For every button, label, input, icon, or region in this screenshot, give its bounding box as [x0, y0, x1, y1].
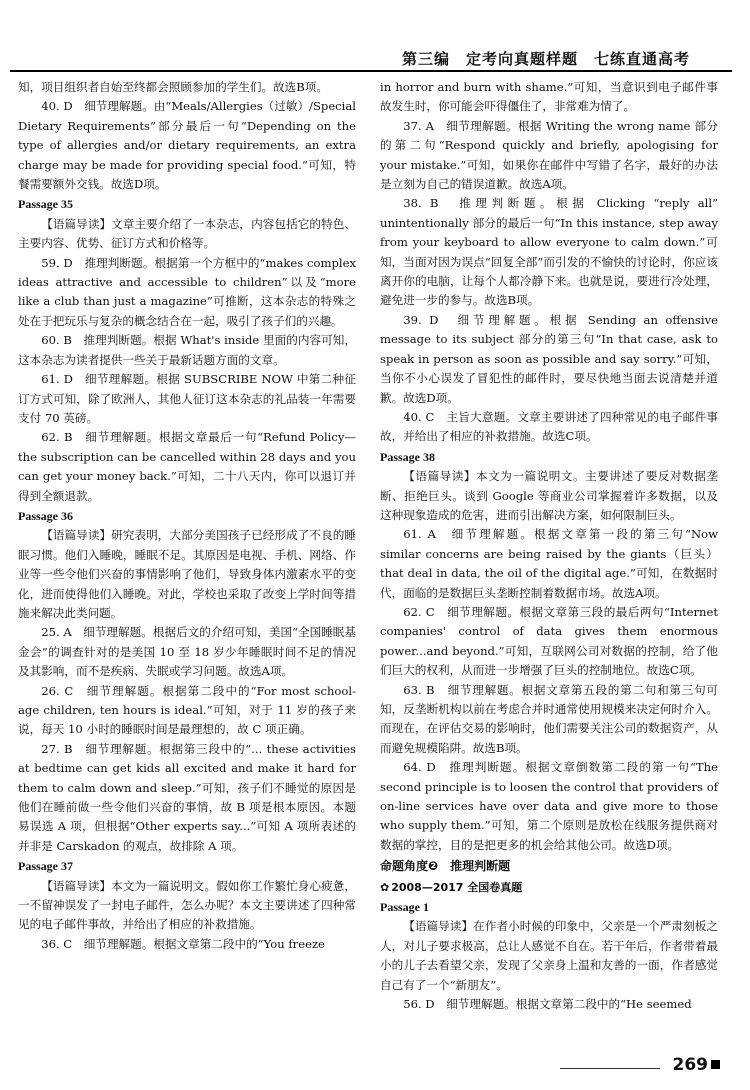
- answer-paragraph: 25. A 细节理解题。根据后文的介绍可知，美国“全国睡眠基金会”的调查针对的是美国 10 至 18 岁少年睡眠时间不足的情况及其影响，而不是疾病、失眠或学习问题。故选A项。: [18, 625, 356, 679]
- answer-paragraph: 39. D 细节理解题。根据 Sending an offensive message to its subject 部分的第三句“In that case, ask to speak in person as soon as possible and say sorry.”可知，当你不小心误发了冒犯性的邮件时，要尽快地当面去说清楚并道歉。故选D项。: [380, 312, 718, 405]
- square-marker-icon: [711, 1060, 720, 1069]
- answer-paragraph: 37. A 细节理解题。根据 Writing the wrong name 部分的第二句“Respond quickly and briefly, apologising for your mistake.”可知，如果你在邮件中写错了名字，最好的办法是立刻为自己的错误道歉。故选A项。: [380, 118, 718, 192]
- passage-heading: Passage 36: [18, 508, 73, 523]
- answer-paragraph: 【语篇导读】本文为一篇说明文。主要讲述了要反对数据垄断、拒绝巨头。谈到 Google 等商业公司掌握着许多数据，以及这种现象造成的危害，进而引出解决方案，如何限制巨头。: [380, 469, 718, 522]
- answer-paragraph: 【语篇导读】本文为一篇说明文。假如你工作繁忙身心疲惫，一不留神误发了一封电子邮件，怎么办呢？本文主要讲述了四种常见的电子邮件事故，并给出了相应的补救措施。: [18, 878, 356, 932]
- answer-paragraph: 61. D 细节理解题。根据 SUBSCRIBE NOW 中第二种征订方式可知，除了欧洲人，其他人征订这本杂志的礼品装一年需要支付 70 英磅。: [18, 372, 356, 425]
- answer-paragraph: 62. B 细节理解题。根据文章最后一句“Refund Policy—the subscription can be cancelled within 28 days and you can get your money back.”可知，二十八天内，你可以退订并得到全额退款。: [18, 430, 356, 503]
- answer-paragraph: in horror and burn with shame.”可知，当意识到电子邮件事故发生时，你可能会吓得僵住了，非常难为情了。: [380, 80, 718, 114]
- answer-paragraph: 【语篇导读】在作者小时候的印象中，父亲是一个严肃刻板之人，对儿子要求极高，总让人感觉不自在。若干年后，作者带着最小的儿子去看望父亲，发现了父亲身上温和友善的一面，作者感觉自己有了一个“新朋友”。: [380, 919, 718, 992]
- passage-heading: Passage 1: [380, 900, 429, 915]
- answer-paragraph: 知，项目组织者自始至终都会照顾参加的学生们。故选B项。: [18, 80, 328, 94]
- answer-paragraph: 26. C 细节理解题。根据第二段中的“For most school-age children, ten hours is ideal.”可知，对于 11 岁的孩子来说，每天 10 小时的睡眠时间是最理想的，故 C 项正确。: [18, 683, 356, 737]
- answer-paragraph: 64. D 推理判断题。根据文章倒数第二段的第一句“The second principle is to loosen the control that providers of on-line services have over data and give more to those who supply them.”可知，第二个原则是放松在线服务提供商对数据的掌控，目的是把更多的机会给其他公司。故选D项。: [380, 760, 718, 852]
- answer-paragraph: 36. C 细节理解题。根据文章第二段中的“You freeze: [41, 936, 325, 951]
- page-header: [0, 0, 750, 72]
- answer-paragraph: 【语篇导读】研究表明，大部分美国孩子已经形成了不良的睡眠习惯。他们入睡晚，睡眠不足。其原因是电视、手机、网络、作业等一些令他们兴奋的事情影响了他们，导致身体内激素水平的变化，进而使得他们入睡晚。对此，学校也采取了改变上学时间等措施来解决此类问题。: [18, 528, 356, 620]
- answer-paragraph: 27. B 细节理解题。根据第三段中的“... these activities at bedtime can get kids all excited and make it hard for them to calm down and sleep.”可知，孩子们不睡觉的原因是他们在睡前做一些令他们兴奋的事情，故 B 项是根本原因。本题易误选 A 项，但根据“Other experts say...”可知 A 项所表述的并非是 Carskadon 的观点，故排除 A 项。: [18, 741, 356, 853]
- page-number: [673, 1055, 721, 1075]
- passage-heading: Passage 35: [18, 197, 73, 212]
- page-number-text: 269: [672, 1055, 708, 1075]
- source-text: 2008—2017 全国卷真题: [391, 880, 523, 894]
- answer-paragraph: 56. D 细节理解题。根据文章第二段中的“He seemed: [403, 997, 692, 1012]
- answer-paragraph: 59. D 推理判断题。根据第一个方框中的“makes complex ideas attractive and accessible to children”以及“more like a club than just a magazine”可推断，这本杂志的特殊之处在于把玩乐与复杂的概念结合在一起，吸引了孩子们的兴趣。: [18, 255, 356, 328]
- answer-paragraph: 【语篇导读】文章主要介绍了一本杂志，内容包括它的特色、主要内容、优势、征订方式和价格等。: [18, 216, 356, 251]
- right-column: [380, 78, 718, 1015]
- passage-heading: Passage 38: [380, 449, 435, 464]
- answer-paragraph: 40. D 细节理解题。由“Meals/Allergies（过敏）/Special Dietary Requirements”部分最后一句“Depending on the type of allergies and/or dietary requirements, an extra charge may be made for providing special food.”可知，特餐需要额外交钱。故选D项。: [18, 99, 356, 192]
- answer-paragraph: 60. B 推理判断题。根据 What's inside 里面的内容可知，这本杂志为读者提供一些关于最新话题方面的文章。: [18, 333, 356, 367]
- answer-paragraph: 63. B 细节理解题。根据文章第五段的第二句和第三句可知，反垄断机构以前在考虑合并时通常使用规模来决定何时介入。而现在，在评估交易的影响时，他们需要关注公司的数据资产，从而避免规模陷阱。故选B项。: [380, 682, 718, 755]
- section-heading: 命题角度❷ 推理判断题: [380, 859, 511, 874]
- answer-paragraph: 61. A 细节理解题。根据文章第一段的第三句“Now similar concerns are being raised by the giants（巨头） that deal in data, the oil of the digital age.”可知，在数据时代，面临的是数据巨头垄断控制着数据市场。故选A项。: [380, 527, 718, 600]
- answer-paragraph: 38. B 推理判断题。根据 Clicking “reply all” unintentionally 部分的最后一句“In this instance, step away from your keyboard to allow everyone to calm down.”可知，当面对因为误点“回复全部”而引发的不愉快的讨论时，你应该离开你的电脑，让每个人都冷静下来。也就是说，要进行冷处理，避免进一步的参与。故选B项。: [380, 196, 718, 308]
- footer-rule: [560, 1068, 660, 1069]
- source-label: [380, 878, 718, 897]
- left-column: [18, 78, 356, 954]
- flower-icon: ✿: [380, 880, 390, 894]
- header-rule: [10, 70, 732, 72]
- answer-paragraph: 40. C 主旨大意题。文章主要讲述了四种常见的电子邮件事故，并给出了相应的补救措施。故选C项。: [380, 409, 718, 444]
- header-title: 第三编 定考向真题样题 七练直通高考: [401, 50, 690, 68]
- passage-heading: Passage 37: [18, 859, 73, 874]
- answer-paragraph: 62. C 细节理解题。根据文章第三段的最后两句“Internet companies' control of data gives them enormous power...and beyond.”可知，互联网公司对数据的控制，给了他们巨大的权利，从而进一步增强了巨头的控制地位。故选C项。: [380, 604, 718, 678]
